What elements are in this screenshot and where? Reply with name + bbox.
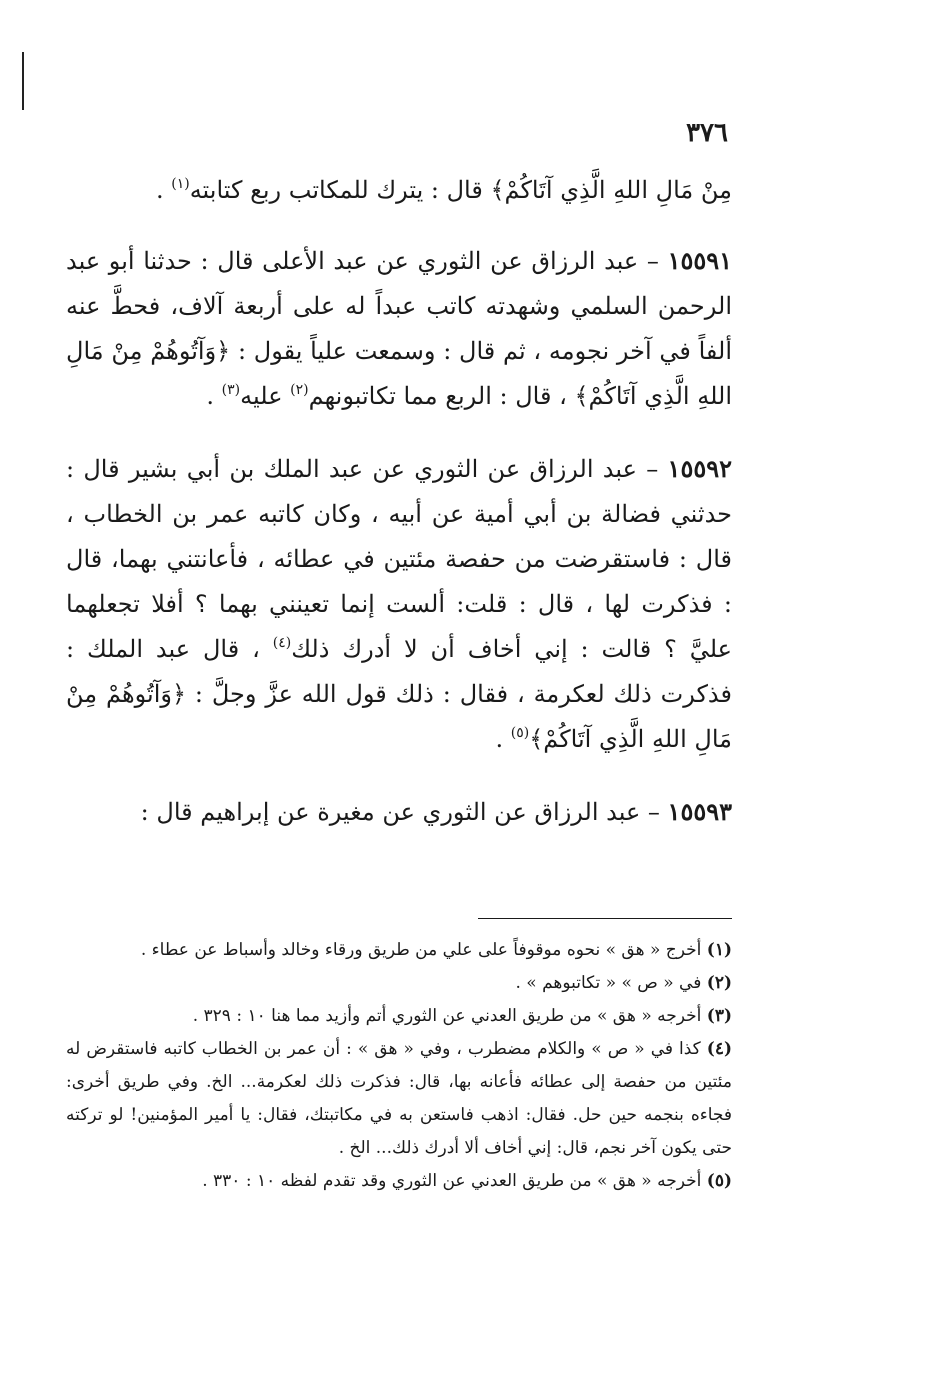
footnote-ref: (٤) [272, 635, 292, 651]
footnote-ref: (٢) [290, 382, 309, 398]
hadith-text: . [495, 725, 511, 753]
footnote-ref: (٣) [221, 382, 241, 398]
hadith-text: عليه [240, 382, 291, 410]
footnote-ref: (٥) [510, 725, 530, 741]
footnote-divider [478, 918, 732, 919]
opening-end: . [155, 176, 172, 204]
footnote-text: أخرجه « هق » من طريق العدني عن الثوري أتم وأزيد مما هنا ١٠ : ٣٢٩ . [192, 1006, 707, 1026]
footnote-text: أخرج « هق » نحوه موقوفاً على علي من طريق ورقاء وخالد وأسباط عن عطاء . [140, 940, 707, 960]
footnote [66, 967, 732, 1000]
hadith-entry-15591 [66, 238, 732, 419]
footnote [66, 1165, 732, 1198]
footnote [66, 1000, 732, 1033]
footnote-number: (٣) [706, 1006, 732, 1026]
hadith-entry-15593 [66, 789, 732, 835]
hadith-text: – عبد الرزاق عن الثوري عن مغيرة عن إبراهيم قال : [140, 798, 668, 826]
footnote-number: (٤) [706, 1039, 732, 1059]
opening-paragraph [66, 168, 732, 213]
footnote-number: (١) [706, 940, 732, 960]
footnote-text: أخرجه « هق » من طريق العدني عن الثوري وقد تقدم لفظه ١٠ : ٣٣٠ . [202, 1171, 707, 1191]
footnote-text: في « ص » « تكاتبوهم » . [515, 973, 707, 993]
scan-edge-mark [22, 52, 24, 110]
footnotes [66, 934, 732, 1198]
footnote-number: (٥) [706, 1171, 732, 1191]
hadith-number: ١٥٥٩٣ [667, 797, 732, 826]
footnote-ref: (١) [171, 176, 190, 192]
page-number: ٣٧٦ [686, 118, 728, 148]
hadith-entry-15592 [66, 446, 732, 762]
hadith-number: ١٥٥٩١ [667, 246, 733, 275]
footnote [66, 934, 732, 967]
hadith-number: ١٥٥٩٢ [667, 454, 732, 483]
footnote-number: (٢) [706, 973, 732, 993]
footnote [66, 1033, 732, 1165]
hadith-text: – عبد الرزاق عن الثوري عن عبد الملك بن أبي بشير قال : حدثني فضالة بن أبي أمية عن أبيه ، وكان كاتبه عمر بن الخطاب ، قال : فاستقرضت من حفصة مئتين في عطائه ، فأعانتني بهما، قال : فذكرت لها ، قال : قلت: ألست إنما تعينني بهما ؟ أفلا تجعلهما عليَّ ؟ قالت : إني أخاف أن لا أدرك ذلك [66, 455, 733, 663]
main-text [66, 168, 732, 835]
footnote-text: كذا في « ص » والكلام مضطرب ، وفي « هق » : أن عمر بن الخطاب كاتبه فاستقرض له مئتين من حفصة إلى عطائه فأعانه بها، قال: فذكرت ذلك لعكرمة... الخ. وفي طريق أخرى: فجاءه بنجمه حين حل. فقال: اذهب فاستعن به في مكاتبتك، فقال: يا أمير المؤمنين! لو تركته حتى يكون آخر نجم، قال: إني أخاف ألا أدرك ذلك... الخ . [66, 1039, 732, 1158]
hadith-text: . [206, 382, 222, 410]
hadith-text: – عبد الرزاق عن الثوري عن عبد الأعلى قال : حدثنا أبو عبد الرحمن السلمي وشهدته كاتب عبداً له على أربعة آلاف، فحطَّ عنه ألفاً في آخر نجومه ، ثم قال : وسمعت علياً يقول : ﴿وَآتُوهُمْ مِنْ مَالِ اللهِ الَّذِي آتَاكُمْ﴾ ، قال : الربع مما تكاتبونهم [66, 247, 732, 410]
opening-text: مِنْ مَالِ اللهِ الَّذِي آتَاكُمْ﴾ قال : يترك للمكاتب ربع كتابته [189, 176, 732, 204]
hadith-text: ، قال عبد الملك : فذكرت ذلك لعكرمة ، فقال : ذلك قول الله عزَّ وجلَّ : ﴿وَآتُوهُمْ مِنْ مَالِ اللهِ الَّذِي آتَاكُمْ﴾ [66, 635, 732, 753]
